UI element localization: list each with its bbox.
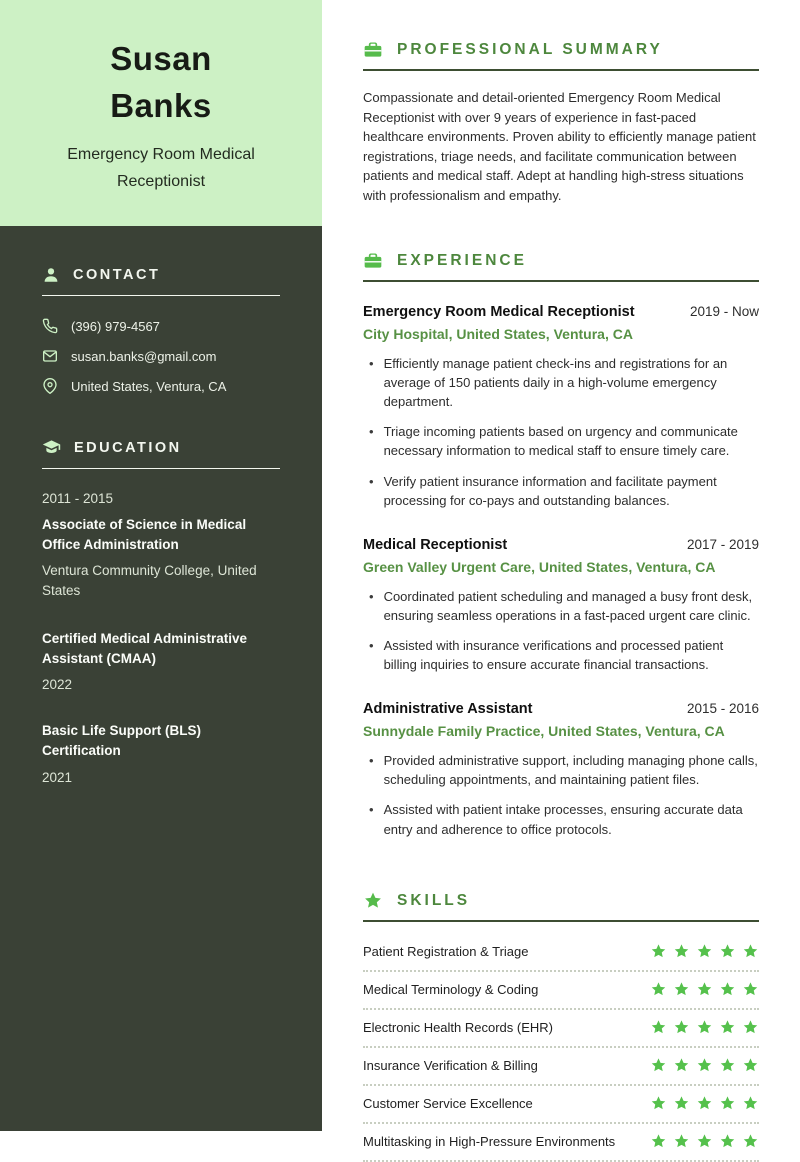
job-bullet xyxy=(363,472,759,510)
education-list xyxy=(42,491,280,785)
job-bullet-text: Assisted with insurance verifications and processed patient billing inquiries to ensure accurate financial transactions. xyxy=(383,637,724,673)
job-bullets xyxy=(363,751,759,838)
star-icon xyxy=(742,981,759,998)
skill-rating xyxy=(650,1019,759,1036)
star-icon xyxy=(719,1019,736,1036)
star-icon xyxy=(742,943,759,960)
star-icon xyxy=(650,1057,667,1074)
job-bullets xyxy=(363,354,759,510)
skill-row xyxy=(363,1124,759,1162)
skill-row xyxy=(363,1010,759,1048)
briefcase-icon xyxy=(363,40,383,60)
education-period: 2021 xyxy=(42,769,73,785)
education-school: Ventura Community College, United States xyxy=(42,563,257,598)
job-company: City Hospital, United States, Ventura, CA xyxy=(363,326,633,342)
contact-location-text: United States, Ventura, CA xyxy=(71,378,227,394)
skill-rating xyxy=(650,1095,759,1112)
star-icon xyxy=(673,1133,690,1150)
skill-name: Multitasking in High-Pressure Environments xyxy=(363,1134,616,1150)
skill-row xyxy=(363,972,759,1010)
job-bullet-text: Assisted with patient intake processes, ensuring accurate data entry and adherence to office protocols. xyxy=(383,802,743,837)
education-heading-rule xyxy=(42,468,280,469)
experience-job xyxy=(363,537,759,674)
experience-job xyxy=(363,701,759,838)
briefcase-icon xyxy=(363,251,383,271)
star-icon xyxy=(650,1095,667,1112)
education-degree: Associate of Science in Medical Office Administration xyxy=(42,517,247,552)
job-head xyxy=(363,537,759,553)
star-icon xyxy=(719,943,736,960)
star-icon xyxy=(673,981,690,998)
location-pin-icon xyxy=(42,378,58,394)
job-bullet xyxy=(363,422,759,460)
sidebar xyxy=(0,0,322,1131)
bullet-dot: • xyxy=(369,588,374,604)
job-period: 2019 - Now xyxy=(689,304,759,319)
skills-heading-label: SKILLS xyxy=(397,891,471,909)
star-icon xyxy=(696,1019,713,1036)
person-job-title: Emergency Room Medical Receptionist xyxy=(67,145,255,190)
star-icon xyxy=(650,981,667,998)
star-icon xyxy=(363,891,383,911)
job-bullet xyxy=(363,751,759,789)
skills-heading xyxy=(363,891,759,911)
star-icon xyxy=(673,1019,690,1036)
education-period: 2022 xyxy=(42,677,73,693)
skill-row xyxy=(363,934,759,972)
skill-name: Insurance Verification & Billing xyxy=(363,1058,538,1074)
star-icon xyxy=(742,1133,759,1150)
skills-list xyxy=(363,934,759,1162)
skills-section xyxy=(363,891,759,1162)
star-icon xyxy=(673,1057,690,1074)
bullet-dot: • xyxy=(369,424,374,440)
contact-heading-rule xyxy=(42,295,280,296)
contact-item-email xyxy=(42,348,280,364)
bullet-dot: • xyxy=(369,753,374,769)
star-icon xyxy=(650,943,667,960)
star-icon xyxy=(696,1133,713,1150)
skill-rating xyxy=(650,981,759,998)
star-icon xyxy=(719,1057,736,1074)
mail-icon xyxy=(42,348,58,364)
job-bullet-text: Efficiently manage patient check-ins and registrations for an average of 150 patients daily in a high-volume emergency department. xyxy=(383,356,728,410)
job-company: Sunnydale Family Practice, United States, Ventura, CA xyxy=(363,723,725,740)
job-title: Medical Receptionist xyxy=(363,536,508,553)
contact-email-text: susan.banks@gmail.com xyxy=(71,348,217,364)
job-company: Green Valley Urgent Care, United States, Ventura, CA xyxy=(363,558,716,575)
experience-heading xyxy=(363,251,759,271)
job-title: Emergency Room Medical Receptionist xyxy=(363,304,635,320)
name-header-block xyxy=(0,0,322,226)
education-heading-label: EDUCATION xyxy=(74,439,182,456)
job-head xyxy=(363,701,759,717)
job-bullet xyxy=(363,587,759,625)
star-icon xyxy=(719,1133,736,1150)
contact-item-phone xyxy=(42,318,280,334)
skill-name: Patient Registration & Triage xyxy=(363,944,529,960)
education-section xyxy=(0,438,322,785)
summary-heading xyxy=(363,40,759,60)
graduation-cap-icon xyxy=(42,438,61,457)
star-icon xyxy=(696,943,713,960)
person-name: Susan Banks xyxy=(110,40,212,125)
star-icon xyxy=(742,1095,759,1112)
contact-heading xyxy=(42,266,280,284)
experience-jobs xyxy=(363,304,759,839)
star-icon xyxy=(650,1019,667,1036)
job-bullet-text: Triage incoming patients based on urgency and communicate necessary information to medical staff to ensure timely care. xyxy=(383,424,738,459)
education-entry xyxy=(42,491,280,600)
experience-section xyxy=(363,251,759,839)
professional-summary-section xyxy=(363,40,759,205)
job-period: 2017 - 2019 xyxy=(686,536,759,552)
person-icon xyxy=(42,266,60,284)
skill-name: Customer Service Excellence xyxy=(363,1096,533,1112)
contact-heading-label: CONTACT xyxy=(73,267,161,283)
job-bullet-text: Provided administrative support, including managing phone calls, scheduling appointments, and maintaining patient files. xyxy=(383,753,758,788)
star-icon xyxy=(696,1057,713,1074)
skill-row xyxy=(363,1048,759,1086)
star-icon xyxy=(742,1057,759,1074)
education-degree: Basic Life Support (BLS) Certification xyxy=(42,723,202,758)
experience-heading-label: EXPERIENCE xyxy=(397,252,527,269)
summary-heading-label: PROFESSIONAL SUMMARY xyxy=(397,41,663,58)
star-icon xyxy=(650,1133,667,1150)
star-icon xyxy=(673,943,690,960)
summary-heading-rule xyxy=(363,69,759,71)
education-heading xyxy=(42,438,280,457)
skill-rating xyxy=(650,1057,759,1074)
contact-phone-text: (396) 979-4567 xyxy=(71,318,160,334)
star-icon xyxy=(719,981,736,998)
contact-list xyxy=(42,318,280,394)
skill-name: Electronic Health Records (EHR) xyxy=(363,1020,554,1036)
education-entry xyxy=(42,721,280,784)
star-icon xyxy=(742,1019,759,1036)
main-content xyxy=(322,0,800,1150)
experience-heading-rule xyxy=(363,280,759,282)
star-icon xyxy=(696,1095,713,1112)
job-bullet-text: Verify patient insurance information and facilitate payment processing for co-pays and outstanding balances. xyxy=(383,473,717,508)
job-title: Administrative Assistant xyxy=(363,701,533,718)
job-head xyxy=(363,304,759,320)
star-icon xyxy=(673,1095,690,1112)
job-bullet-text: Coordinated patient scheduling and managed a busy front desk, ensuring seamless operations in a fast-paced urgent care clinic. xyxy=(383,588,753,623)
skill-rating xyxy=(650,943,759,960)
star-icon xyxy=(719,1095,736,1112)
education-degree: Certified Medical Administrative Assistant (CMAA) xyxy=(42,631,248,666)
job-bullets xyxy=(363,587,759,674)
skill-name: Medical Terminology & Coding xyxy=(363,982,539,998)
job-period: 2015 - 2016 xyxy=(686,701,759,717)
skill-row xyxy=(363,1086,759,1124)
phone-icon xyxy=(42,318,58,334)
bullet-dot: • xyxy=(369,802,374,818)
skills-heading-rule xyxy=(363,920,759,922)
job-bullet xyxy=(363,800,759,838)
star-icon xyxy=(696,981,713,998)
experience-job xyxy=(363,304,759,510)
bullet-dot: • xyxy=(369,473,374,489)
skill-rating xyxy=(650,1133,759,1150)
job-bullet xyxy=(363,354,759,411)
education-entry xyxy=(42,629,280,692)
bullet-dot: • xyxy=(369,356,374,371)
education-period: 2011 - 2015 xyxy=(42,491,114,506)
summary-text: Compassionate and detail-oriented Emergency Room Medical Receptionist with over 9 years of experience in fast-paced healthcare environments. Proven ability to efficiently manage patient registrations, triage needs, and facilitate communication between patients and medical staff. Adept at handling high-stress situations with professionalism and empathy. xyxy=(363,90,756,203)
bullet-dot: • xyxy=(369,637,374,653)
job-bullet xyxy=(363,636,759,674)
contact-section xyxy=(0,266,322,394)
contact-item-location xyxy=(42,378,280,394)
